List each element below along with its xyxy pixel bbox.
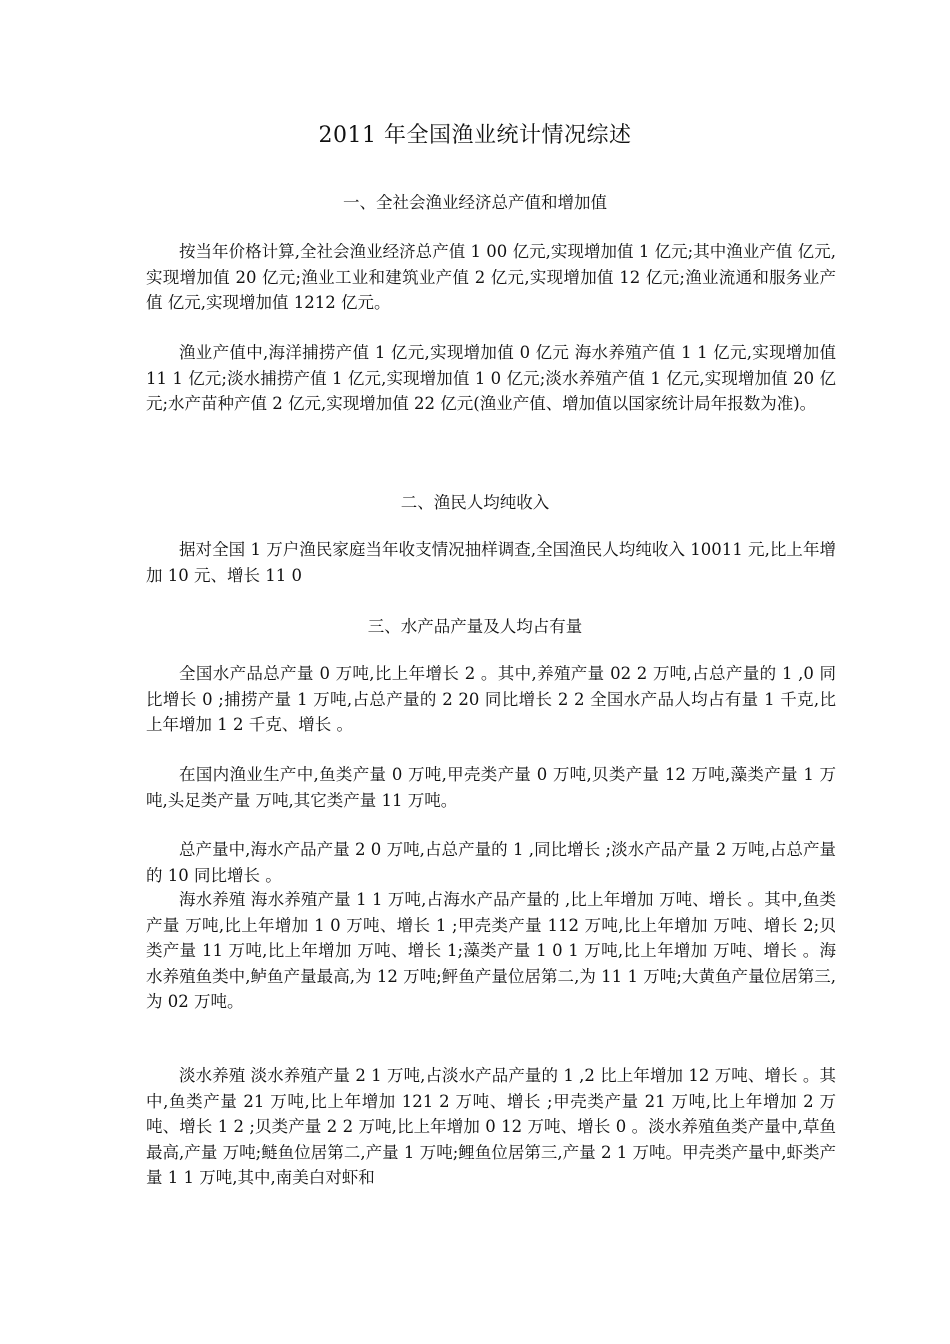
- section-3-paragraph-5: 淡水养殖 淡水养殖产量 2 1 万吨,占淡水产品产量的 1 ,2 比上年增加 12 万吨、增长 。其中,鱼类产量 21 万吨,比上年增加 121 2 万吨、增长 ;甲壳类产量 21 万吨,比上年增加 2 万吨、增长 1 2 ;贝类产量 2 2 万吨,比上年增加 0 12 万吨、增长 0 。淡水养殖鱼类产量中,草鱼最高,产量 万吨;鲢鱼位居第二,产量 1 万吨;鲤鱼位居第三,产量 2 1 万吨。甲壳类产量中,虾类产量 1 1 万吨,其中,南美白对虾和: [146, 1066, 836, 1187]
- section-2-heading: 二、渔民人均纯收入: [400, 493, 550, 512]
- section-1-paragraph-2: 渔业产值中,海洋捕捞产值 1 亿元,实现增加值 0 亿元 海水养殖产值 1 1 亿元,实现增加值 11 1 亿元;淡水捕捞产值 1 亿元,实现增加值 1 0 亿元;淡水养殖产值 1 亿元,实现增加值 20 亿元;水产苗种产值 2 亿元,实现增加值 22 亿元(渔业产值、增加值以国家统计局年报数为准)。: [146, 343, 836, 413]
- section-3-paragraph-1: 全国水产品总产量 0 万吨,比上年增长 2 。其中,养殖产量 02 2 万吨,占总产量的 1 ,0 同比增长 0 ;捕捞产量 1 万吨,占总产量的 2 20 同比增长 2 2 全国水产品人均占有量 1 千克,比上年增加 1 2 千克、增长 。: [146, 664, 836, 734]
- section-3-paragraph-2: 在国内渔业生产中,鱼类产量 0 万吨,甲壳类产量 0 万吨,贝类产量 12 万吨,藻类产量 1 万吨,头足类产量 万吨,其它类产量 11 万吨。: [146, 765, 836, 810]
- section-1-paragraph-1: 按当年价格计算,全社会渔业经济总产值 1 00 亿元,实现增加值 1 亿元;其中渔业产值 亿元,实现增加值 20 亿元;渔业工业和建筑业产值 2 亿元,实现增加值 12 亿元;渔业流通和服务业产值 亿元,实现增加值 1212 亿元。: [146, 242, 836, 312]
- section-1-heading: 一、全社会渔业经济总产值和增加值: [343, 193, 607, 212]
- section-3-paragraph-4: 海水养殖 海水养殖产量 1 1 万吨,占海水产品产量的 ,比上年增加 万吨、增长 。其中,鱼类产量 万吨,比上年增加 1 0 万吨、增长 1 ;甲壳类产量 112 万吨,比上年增加 万吨、增长 2;贝类产量 11 万吨,比上年增加 万吨、增长 1;藻类产量 1 0 1 万吨,比上年增加 万吨、增长 。海水养殖鱼类中,鲈鱼产量最高,为 12 万吨;鲆鱼产量位居第二,为 11 1 万吨;大黄鱼产量位居第三,为 02 万吨。: [146, 890, 837, 1011]
- section-2-paragraph-1: 据对全国 1 万户渔民家庭当年收支情况抽样调查,全国渔民人均纯收入 10011 元,比上年增加 10 元、增长 11 0: [146, 540, 836, 585]
- section-3-heading: 三、水产品产量及人均占有量: [367, 617, 583, 636]
- section-3-paragraph-3: 总产量中,海水产品产量 2 0 万吨,占总产量的 1 ,同比增长 ;淡水产品产量 2 万吨,占总产量的 10 同比增长 。: [146, 840, 836, 885]
- document-title: 2011 年全国渔业统计情况综述: [318, 123, 632, 148]
